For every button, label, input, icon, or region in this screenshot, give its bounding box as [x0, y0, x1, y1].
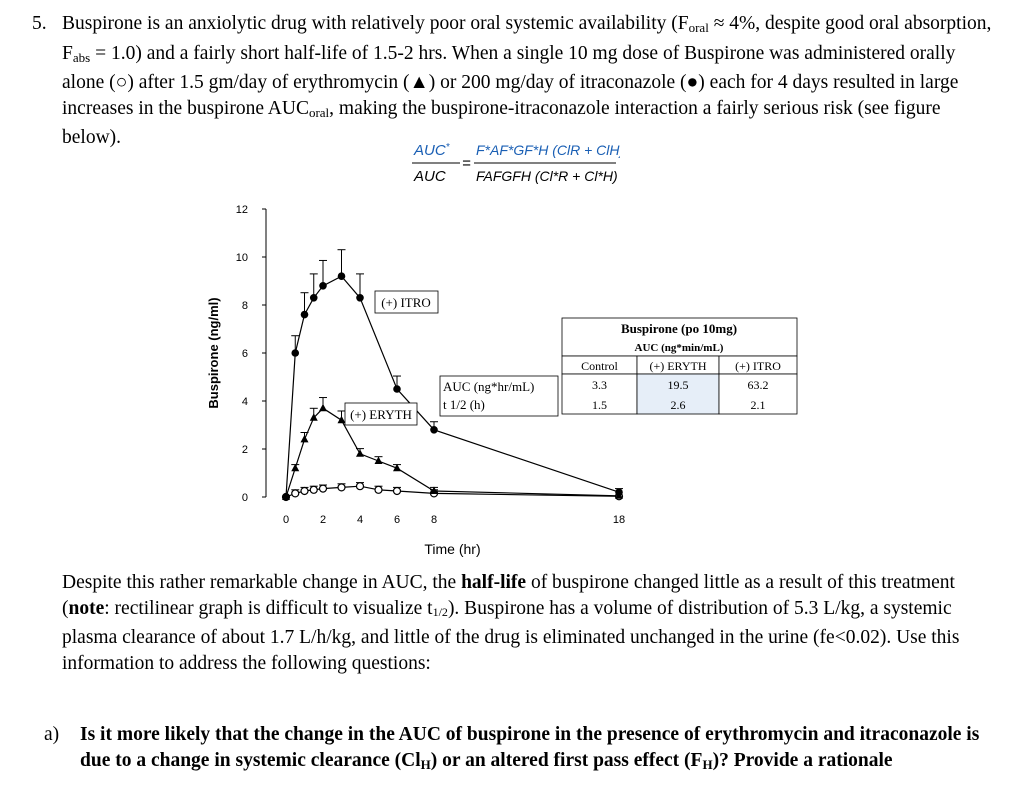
table-col-header: (+) ITRO: [735, 359, 781, 373]
y-tick-label: 2: [241, 444, 248, 456]
y-tick-label: 0: [241, 492, 248, 504]
table-col-header: (+) ERYTH: [649, 359, 707, 373]
part-a-text-2: ) or an altered first pass effect (F: [430, 749, 703, 771]
formula-equals: =: [462, 155, 471, 172]
table-col-header: Control: [581, 359, 618, 373]
data-point-eryth: [319, 404, 327, 412]
table-row-label: AUC (ng*hr/mL): [443, 379, 535, 394]
formula-lhs-denominator: AUC: [414, 168, 446, 185]
x-tick-label: 0: [282, 514, 290, 526]
part-a-question: [80, 722, 990, 777]
table-value: 63.2: [747, 378, 769, 392]
itro-label-box: [375, 291, 438, 313]
intro-text-1: Buspirone is an anxiolytic drug with relatively poor oral systemic availability (F: [62, 13, 689, 34]
data-point-itro: [338, 272, 346, 280]
formula-lhs-numerator: AUC*: [414, 142, 450, 159]
data-point-control: [310, 486, 317, 493]
data-point-itro: [319, 282, 327, 290]
para2-text-1: Despite this rather remarkable change in AUC, the: [62, 572, 462, 593]
y-tick-label: 10: [235, 252, 248, 264]
x-tick-label: 18: [612, 514, 626, 526]
data-point-control: [338, 484, 345, 491]
data-point-control: [394, 488, 401, 495]
intro-text-3: = 1.0) and a fairly short half-life of 1.5-2 hrs. When a single 10 mg dose of Buspirone was administered orally alone (○) after 1.5 gm/day of erythromycin (▲) or 200 mg/day of itraconazole (●) each for 4 days resulted in large increases in the buspirone AUC: [62, 42, 959, 119]
para2-bold-half-life: half-life: [461, 572, 527, 593]
chart-labels: [345, 291, 438, 425]
y-axis-label: Buspirone (ng/ml): [206, 297, 221, 409]
y-tick-label: 6: [241, 348, 248, 360]
auc-table: [440, 318, 797, 416]
buspirone-concentration-chart: [200, 195, 800, 567]
data-point-control: [320, 485, 327, 492]
data-point-eryth: [356, 449, 364, 457]
data-point-itro: [282, 493, 290, 501]
data-point-itro: [615, 488, 623, 496]
data-point-itro: [393, 385, 401, 393]
formula-svg: [410, 138, 620, 190]
formula-rhs-numerator: F*AF*GF*H (ClR + ClH): [476, 142, 620, 158]
table-title: Buspirone (po 10mg): [620, 321, 738, 336]
part-a-text-3: )? Provide a rationale: [712, 749, 893, 771]
y-tick-label: 8: [241, 300, 248, 312]
para2-bold-note: note: [68, 597, 105, 619]
part-a-subscript-h-1: H: [420, 756, 431, 772]
data-point-itro: [430, 426, 438, 434]
table-value: 2.1: [750, 398, 766, 412]
subscript-abs: abs: [72, 49, 91, 65]
table-value: 1.5: [592, 398, 607, 412]
x-tick-label: 8: [430, 514, 438, 526]
para2-text-4: ). Buspirone has a volume of distribution of 5.3 L/kg, a systemic plasma clearance of about 1.7 L/h/kg, and little of the drug is eliminated unchanged in the urine (fe<0.02). Use this information to address the following questions:: [62, 597, 960, 674]
x-tick-label: 4: [356, 514, 364, 526]
table-value: 3.3: [592, 378, 607, 392]
series-line: [286, 408, 619, 497]
question-number: 5.: [32, 13, 47, 34]
intro-text-4: , making the buspirone-itraconazole interaction a fairly serious risk (see figure below).: [62, 97, 941, 148]
para2-text-2: of buspirone changed little as a result of this treatment (: [62, 572, 955, 619]
table-value: 2.6: [670, 398, 686, 412]
x-tick-label: 6: [393, 514, 401, 526]
data-point-eryth: [338, 416, 346, 424]
y-tick-label: 12: [235, 204, 248, 216]
itro-label-text: (+) ITRO: [381, 295, 431, 310]
x-axis-label: Time (hr): [424, 541, 481, 557]
y-tick-label: 4: [241, 396, 248, 408]
half-life-paragraph: [62, 570, 992, 676]
x-tick-label: 2: [319, 514, 327, 526]
part-a-subscript-h-2: H: [702, 756, 713, 772]
para2-text-3: : rectilinear graph is difficult to visualize t: [104, 597, 433, 619]
para2-subscript-half: 1/2: [432, 604, 448, 619]
eryth-label-text: (+) ERYTH: [350, 407, 412, 422]
data-point-control: [301, 488, 308, 495]
subscript-oral-2: oral: [308, 104, 330, 120]
data-point-control: [292, 490, 299, 497]
question-intro: [62, 11, 992, 151]
data-point-itro: [291, 349, 299, 357]
formula-rhs-denominator: FAFGFH (Cl*R + Cl*H): [476, 168, 618, 184]
table-value: 19.5: [667, 378, 689, 392]
part-a-label: a): [44, 724, 60, 745]
eryth-label-box: [345, 403, 417, 425]
subscript-oral: oral: [688, 20, 709, 35]
table-subtitle: AUC (ng*min/mL): [634, 342, 724, 354]
part-a-text-1: Is it more likely that the change in the AUC of buspirone in the presence of erythromycin and itraconazole is due to a change in systemic clearance (Cl: [80, 724, 980, 771]
data-point-itro: [356, 294, 364, 302]
data-point-control: [375, 486, 382, 493]
table-row-label: t 1/2 (h): [443, 397, 485, 412]
data-point-control: [357, 483, 364, 490]
auc-ratio-formula: [410, 138, 620, 190]
data-point-itro: [310, 294, 318, 302]
data-point-itro: [301, 311, 309, 319]
data-point-eryth: [301, 435, 309, 443]
intro-text-2: ≈ 4%, despite good oral absorption, F: [62, 13, 992, 64]
